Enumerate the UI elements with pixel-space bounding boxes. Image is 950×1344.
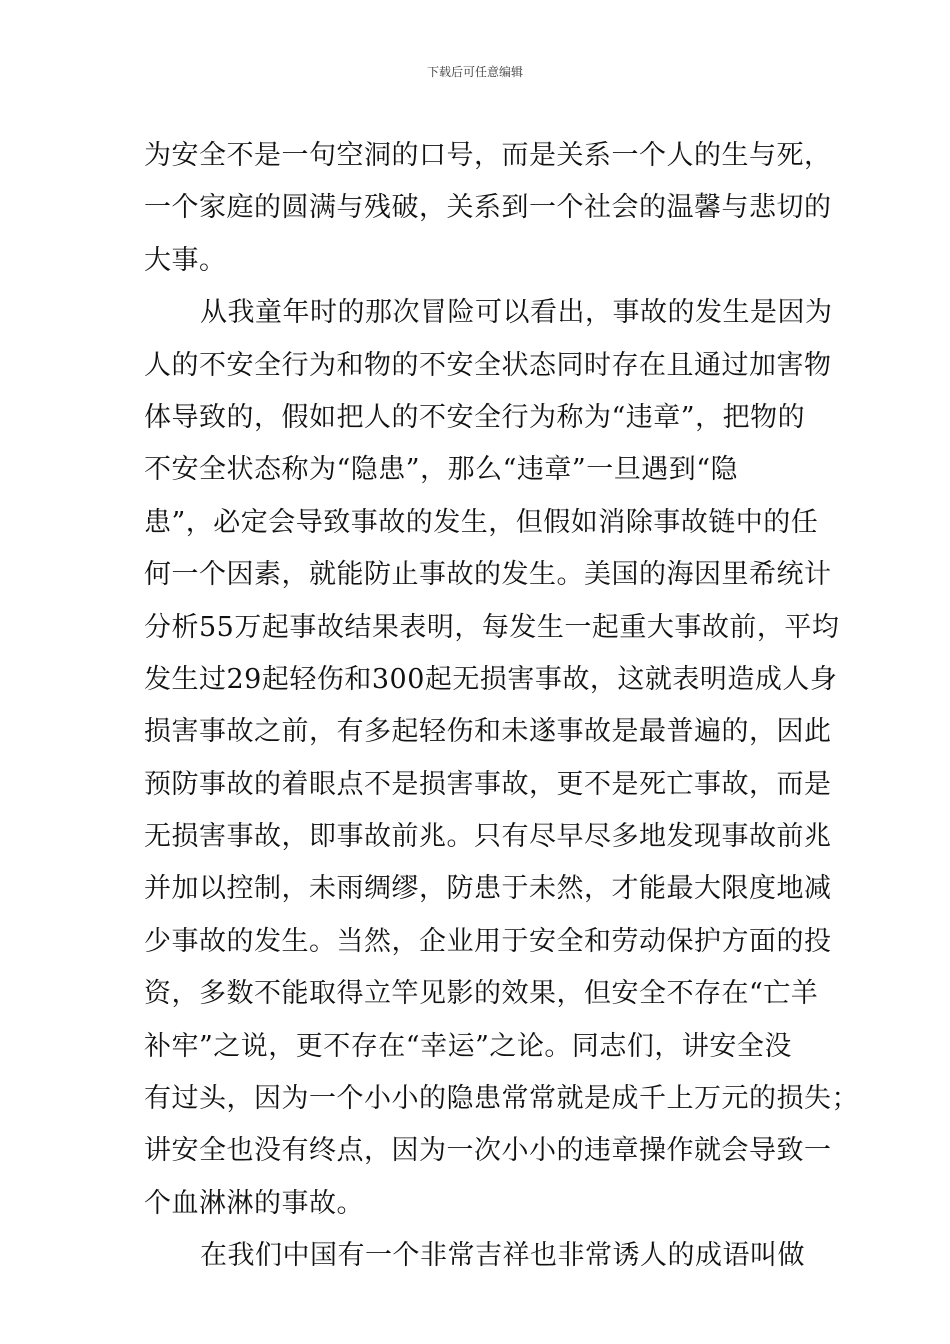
text-line: 何一个因素，就能防止事故的发生。美国的海因里希统计 — [144, 559, 832, 591]
text-line: 讲安全也没有终点，因为一次小小的违章操作就会导致一 — [144, 1135, 832, 1167]
text-line: 患”，必定会导致事故的发生，但假如消除事故链中的任 — [144, 506, 819, 538]
paragraph — [144, 287, 859, 1230]
text-line: 发生过29起轻伤和300起无损害事故，这就表明造成人身 — [144, 663, 838, 695]
page-header-note: 下载后可任意编辑 — [426, 65, 523, 79]
text-line: 为安全不是一句空洞的口号，而是关系一个人的生与死， — [144, 140, 832, 171]
text-line: 一个家庭的圆满与残破，关系到一个社会的温馨与悲切的 — [144, 192, 832, 224]
text-line: 大事。 — [144, 244, 227, 276]
text-line: 从我童年时的那次冒险可以看出，事故的发生是因为 — [200, 297, 833, 329]
text-line: 少事故的发生。当然，企业用于安全和劳动保护方面的投 — [144, 925, 832, 957]
text-line: 预防事故的着眼点不是损害事故，更不是死亡事故，而是 — [144, 768, 832, 800]
text-line: 补牢”之说，更不存在“幸运”之论。同志们，讲安全没 — [144, 1030, 792, 1062]
document-body — [144, 130, 859, 1283]
text-line: 个血淋淋的事故。 — [144, 1187, 364, 1219]
paragraph — [144, 1230, 809, 1282]
text-line: 人的不安全行为和物的不安全状态同时存在且通过加害物 — [144, 349, 832, 381]
text-line: 有过头，因为一个小小的隐患常常就是成千上万元的损失； — [144, 1083, 859, 1115]
text-line: 体导致的，假如把人的不安全行为称为“违章”，把物的 — [144, 401, 806, 433]
text-line: 资，多数不能取得立竿见影的效果，但安全不存在“亡羊 — [144, 978, 819, 1010]
text-line: 分析55万起事故结果表明，每发生一起重大事故前，平均 — [144, 611, 840, 643]
text-line: 损害事故之前，有多起轻伤和未遂事故是最普遍的，因此 — [144, 716, 832, 748]
text-line: 并加以控制，未雨绸缪，防患于未然，才能最大限度地减 — [144, 873, 832, 905]
text-line: 不安全状态称为“隐患”，那么“违章”一旦遇到“隐 — [144, 454, 739, 486]
text-line: 无损害事故，即事故前兆。只有尽早尽多地发现事故前兆 — [144, 821, 832, 853]
paragraph — [144, 130, 832, 287]
text-line: 在我们中国有一个非常吉祥也非常诱人的成语叫做 — [200, 1240, 805, 1272]
